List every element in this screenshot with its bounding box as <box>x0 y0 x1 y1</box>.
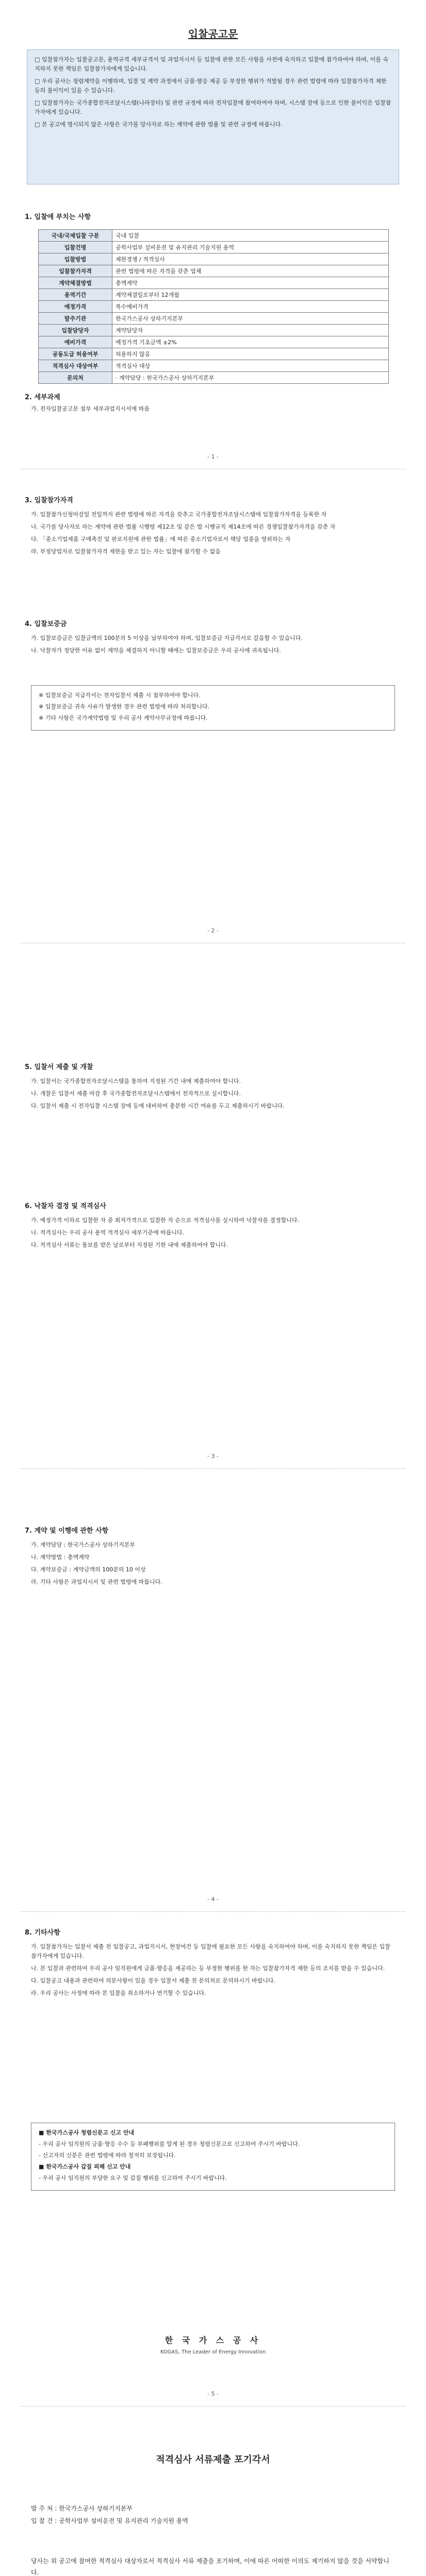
section-title: 1. 입찰에 부치는 사항 <box>25 213 91 221</box>
report-line: ■ 한국가스공사 갑질 피해 신고 안내 <box>39 2163 131 2170</box>
info-key: 국내/국제입찰 구분 <box>39 230 112 242</box>
report-line: - 우리 공사 임직원의 부당한 요구 및 갑질 행위를 신고하여 주시기 바랍니다. <box>39 2175 227 2181</box>
page-number: - 5 - <box>207 2391 219 2397</box>
note-box <box>31 685 395 731</box>
paragraph: 다. 「중소기업제품 구매촉진 및 판로지원에 관한 법률」에 따른 중소기업자로서 해당 업종을 영위하는 자 <box>31 536 291 543</box>
info-value: 총액계약 <box>112 277 389 289</box>
info-key: 입찰담당자 <box>39 325 112 336</box>
info-value: 국내 입찰 <box>112 230 389 242</box>
info-row <box>39 313 389 325</box>
paragraph: 가. 입찰참가자는 입찰서 제출 전 입찰공고, 과업지시서, 현장여건 등 입찰에 필요한 모든 사항을 숙지하여야 하며, 이를 숙지하지 못한 책임은 입찰참가자에게 있습니다. <box>31 1943 390 1959</box>
note-line: ※ 입찰보증금 지급각서는 전자입찰서 제출 시 첨부하여야 합니다. <box>39 692 201 699</box>
paragraph: 나. 개찰은 입찰서 제출 마감 후 국가종합전자조달시스템에서 전자적으로 실시합니다. <box>31 1090 241 1097</box>
info-value: 제한경쟁 / 적격심사 <box>112 253 389 265</box>
info-row <box>39 253 389 265</box>
paragraph: 나. 국가를 당사자로 하는 계약에 관한 법률 시행령 제12조 및 같은 법 시행규칙 제14조에 따른 경쟁입찰참가자격을 갖춘 자 <box>31 523 336 530</box>
org-subtitle: KOGAS, The Leader of Energy Innovation <box>160 2349 266 2355</box>
info-key: 예정가격 <box>39 301 112 313</box>
paragraph: 가. 입찰참가신청마감일 전일까지 관련 법령에 따른 자격을 갖추고 국가종합전자조달시스템에 입찰참가자격을 등록한 자 <box>31 511 327 518</box>
report-line: - 신고자의 신분은 관련 법령에 따라 철저히 보장됩니다. <box>39 2152 176 2159</box>
section-title: 7. 계약 및 이행에 관한 사항 <box>25 1527 109 1535</box>
info-value: 예정가격 기초금액 ±2% <box>112 336 389 348</box>
info-row <box>39 301 389 313</box>
report-box <box>31 2123 395 2191</box>
note-line: ※ 입찰보증금 귀속 사유가 발생한 경우 관련 법령에 따라 처리합니다. <box>39 703 210 710</box>
report-line: ■ 한국가스공사 청렴신문고 신고 안내 <box>39 2129 135 2136</box>
paragraph: 가. 계약담당 : 한국가스공사 상하기지본부 <box>31 1541 135 1548</box>
section-title: 8. 기타사항 <box>25 1929 60 1937</box>
notice-item: □ 입찰참가자는 국가종합전자조달시스템(나라장터) 및 관련 규정에 따라 전자입찰에 참여하여야 하며, 시스템 장애 등으로 인한 불이익은 입찰참가자에게 있습니다. <box>35 99 391 115</box>
page-number: - 3 - <box>207 1453 219 1460</box>
info-key: 문의처 <box>39 372 112 384</box>
paragraph: 다. 적격심사 서류는 통보를 받은 날로부터 지정된 기한 내에 제출하여야 합니다. <box>31 1242 228 1248</box>
info-key: 적격심사 대상여부 <box>39 360 112 372</box>
section-body <box>31 1540 392 1590</box>
info-key: 공동도급 허용여부 <box>39 348 112 360</box>
page-number: - 2 - <box>207 927 219 934</box>
section-body <box>31 1216 392 1253</box>
info-key: 예비가격 <box>39 336 112 348</box>
page-divider <box>21 1911 405 1912</box>
info-row <box>39 289 389 301</box>
section-body <box>31 1077 392 1114</box>
paragraph: 나. 적격심사는 우리 공사 용역 적격심사 세부기준에 따릅니다. <box>31 1229 185 1236</box>
info-key: 입찰건명 <box>39 242 112 253</box>
section-title: 3. 입찰참가자격 <box>25 497 73 504</box>
cert-line: 입 찰 건 : 공학사업부 설비운전 및 유지관리 기술지원 용역 <box>31 2517 188 2524</box>
paragraph: 나. 계약방법 : 총액계약 <box>31 1554 90 1561</box>
section-title: 6. 낙찰자 결정 및 적격심사 <box>25 1202 106 1210</box>
notice-item: □ 입찰참가자는 입찰공고문, 용역규격 세부규격서 및 과업지시서 등 입찰에 관한 모든 사항을 사전에 숙지하고 입찰에 참가하여야 하며, 이를 숙지하지 못한 책임은 입찰참가자에게 있습니다. <box>35 56 389 72</box>
info-row <box>39 230 389 242</box>
report-line: - 우리 공사 임직원의 금품·향응 수수 등 부패행위를 알게 된 경우 청렴신문고로 신고하여 주시기 바랍니다. <box>39 2141 300 2147</box>
info-table <box>38 229 389 384</box>
paragraph: 라. 우리 공사는 사정에 따라 본 입찰을 취소하거나 연기할 수 있습니다. <box>31 1990 206 1996</box>
notice-item: □ 우리 공사는 청렴계약을 이행하며, 입찰 및 계약 과정에서 금품·향응 제공 등 부정한 행위가 적발될 경우 관련 법령에 따라 입찰참가자격 제한 등의 불이익이 있을 수 있습니다. <box>35 78 387 94</box>
info-value: 허용하지 않음 <box>112 348 389 360</box>
section-body <box>31 510 392 560</box>
paragraph: 라. 기타 사항은 과업지시서 및 관련 법령에 따릅니다. <box>31 1579 162 1585</box>
info-key: 입찰참가자격 <box>39 265 112 277</box>
paragraph: 가. 입찰보증금은 입찰금액의 100분의 5 이상을 납부하여야 하며, 입찰보증금 지급각서로 갈음할 수 있습니다. <box>31 635 303 641</box>
info-key: 발주기관 <box>39 313 112 325</box>
cert-info <box>31 2504 392 2529</box>
info-value: 한국가스공사 상하기지본부 <box>112 313 389 325</box>
info-key: 입찰방법 <box>39 253 112 265</box>
info-row <box>39 360 389 372</box>
section-title: 2. 세부과제 <box>25 394 60 401</box>
paragraph: 가. 입찰서는 국가종합전자조달시스템을 통하여 지정된 기간 내에 제출하여야 합니다. <box>31 1078 241 1084</box>
info-value: · 계약담당 : 한국가스공사 상하기지본부 <box>112 372 389 384</box>
info-value: 계약체결일로부터 12개월 <box>112 289 389 301</box>
info-value: 공학사업부 설비운전 및 유지관리 기술지원 용역 <box>112 242 389 253</box>
info-row <box>39 325 389 336</box>
notice-item: □ 본 공고에 명시되지 않은 사항은 국가를 당사자로 하는 계약에 관한 법률 및 관련 규정에 따릅니다. <box>35 121 283 128</box>
section-body <box>31 634 392 658</box>
section-body <box>31 1942 392 2001</box>
page-title: 입찰공고문 <box>188 28 238 40</box>
info-value: 관련 법령에 따른 자격을 갖춘 업체 <box>112 265 389 277</box>
info-row <box>39 242 389 253</box>
paragraph: 다. 입찰서 제출 시 전자입찰 시스템 장애 등에 대비하여 충분한 시간 여유를 두고 제출하시기 바랍니다. <box>31 1103 285 1109</box>
section-text: 가. 전자입찰공고문 첨부 세부과업지시서에 따름 <box>31 405 150 412</box>
page-divider <box>21 1468 405 1469</box>
paragraph: 가. 예정가격 이하로 입찰한 자 중 최저가격으로 입찰한 자 순으로 적격심사를 실시하여 낙찰자를 결정합니다. <box>31 1217 299 1224</box>
cert-body: 당사는 위 공고에 참여한 적격심사 대상자로서 적격심사 서류 제출을 포기하며, 이에 따른 어떠한 이의도 제기하지 않을 것을 서약합니다. <box>31 2557 389 2576</box>
info-value: 복수예비가격 <box>112 301 389 313</box>
page-number: - 1 - <box>207 453 219 460</box>
info-row <box>39 348 389 360</box>
paragraph: 나. 낙찰자가 정당한 이유 없이 계약을 체결하지 아니할 때에는 입찰보증금은 우리 공사에 귀속됩니다. <box>31 647 281 654</box>
info-row <box>39 265 389 277</box>
info-key: 용역기간 <box>39 289 112 301</box>
notice-box <box>27 49 399 184</box>
info-row <box>39 372 389 384</box>
info-key: 계약체결방법 <box>39 277 112 289</box>
cert-title: 적격심사 서류제출 포기각서 <box>156 2454 270 2465</box>
paragraph: 나. 본 입찰과 관련하여 우리 공사 임직원에게 금품·향응을 제공하는 등 부정한 행위를 한 자는 입찰참가자격 제한 등의 조치를 받을 수 있습니다. <box>31 1965 385 1972</box>
paragraph: 다. 입찰공고 내용과 관련하여 의문사항이 있을 경우 입찰서 제출 전 문의처로 문의하시기 바랍니다. <box>31 1977 275 1984</box>
note-line: ※ 기타 사항은 국가계약법령 및 우리 공사 계약사무규정에 따릅니다. <box>39 715 208 721</box>
paragraph: 라. 부정당업자로 입찰참가자격 제한을 받고 있는 자는 입찰에 참가할 수 없음 <box>31 548 221 555</box>
info-value: 적격심사 대상 <box>112 360 389 372</box>
org-name: 한 국 가 스 공 사 <box>165 2335 261 2345</box>
info-value: 계약담당자 <box>112 325 389 336</box>
page-number: - 4 - <box>207 1896 219 1903</box>
section-title: 4. 입찰보증금 <box>25 620 67 628</box>
section-title: 5. 입찰서 제출 및 개찰 <box>25 1063 93 1071</box>
paragraph: 다. 계약보증금 : 계약금액의 100분의 10 이상 <box>31 1566 146 1573</box>
info-row <box>39 277 389 289</box>
info-row <box>39 336 389 348</box>
cert-line: 발 주 처 : 한국가스공사 상하기지본부 <box>31 2505 133 2512</box>
